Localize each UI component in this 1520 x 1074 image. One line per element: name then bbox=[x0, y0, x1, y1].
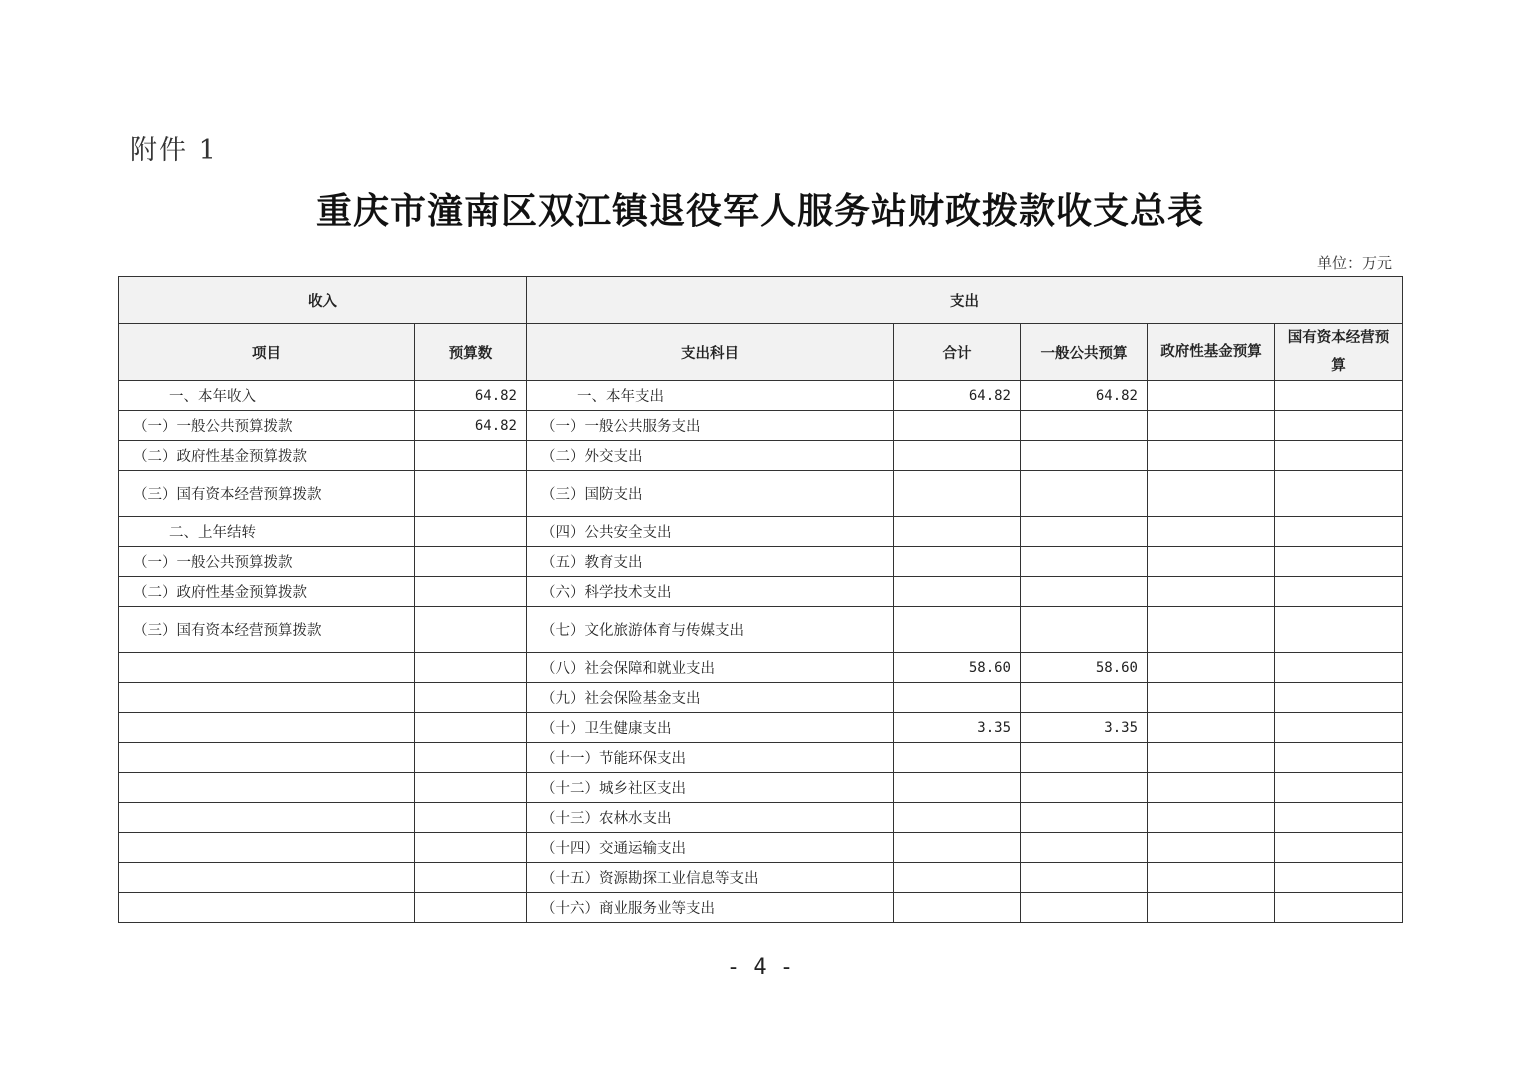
cell-budget bbox=[415, 713, 527, 743]
cell-gov-fund-budget bbox=[1148, 411, 1275, 441]
cell-budget bbox=[415, 653, 527, 683]
cell-state-capital-budget bbox=[1275, 713, 1403, 743]
cell-state-capital-budget bbox=[1275, 893, 1403, 923]
cell-budget bbox=[415, 833, 527, 863]
header-item: 项目 bbox=[119, 324, 415, 381]
cell-general-budget bbox=[1021, 893, 1148, 923]
cell-expense-subject: （十三）农林水支出 bbox=[527, 803, 894, 833]
cell-general-budget bbox=[1021, 743, 1148, 773]
cell-total bbox=[894, 471, 1021, 517]
table-body bbox=[119, 381, 1403, 923]
cell-item bbox=[119, 893, 415, 923]
cell-gov-fund-budget bbox=[1148, 893, 1275, 923]
table-row bbox=[119, 713, 1403, 743]
table-row bbox=[119, 833, 1403, 863]
cell-expense-subject: （十四）交通运输支出 bbox=[527, 833, 894, 863]
cell-state-capital-budget bbox=[1275, 653, 1403, 683]
page-title: 重庆市潼南区双江镇退役军人服务站财政拨款收支总表 bbox=[315, 190, 1204, 232]
table-row bbox=[119, 471, 1403, 517]
cell-gov-fund-budget bbox=[1148, 517, 1275, 547]
cell-expense-subject: （四）公共安全支出 bbox=[527, 517, 894, 547]
cell-expense-subject: （二）外交支出 bbox=[527, 441, 894, 471]
cell-item bbox=[119, 863, 415, 893]
cell-state-capital-budget bbox=[1275, 517, 1403, 547]
cell-budget bbox=[415, 577, 527, 607]
cell-item: （一）一般公共预算拨款 bbox=[119, 411, 415, 441]
table-row bbox=[119, 803, 1403, 833]
cell-state-capital-budget bbox=[1275, 803, 1403, 833]
cell-general-budget bbox=[1021, 683, 1148, 713]
cell-gov-fund-budget bbox=[1148, 683, 1275, 713]
cell-total: 58.60 bbox=[894, 653, 1021, 683]
cell-total bbox=[894, 833, 1021, 863]
cell-item bbox=[119, 743, 415, 773]
header-state-capital-budget: 国有资本经营预算 bbox=[1275, 324, 1403, 381]
cell-item: （二）政府性基金预算拨款 bbox=[119, 577, 415, 607]
cell-gov-fund-budget bbox=[1148, 653, 1275, 683]
cell-total bbox=[894, 517, 1021, 547]
income-group-header: 收入 bbox=[119, 277, 527, 324]
cell-total bbox=[894, 577, 1021, 607]
expense-group-header: 支出 bbox=[527, 277, 1403, 324]
cell-expense-subject: （五）教育支出 bbox=[527, 547, 894, 577]
cell-expense-subject: （十二）城乡社区支出 bbox=[527, 773, 894, 803]
cell-expense-subject: （七）文化旅游体育与传媒支出 bbox=[527, 607, 894, 653]
cell-item: 一、本年收入 bbox=[119, 381, 415, 411]
cell-item: （三）国有资本经营预算拨款 bbox=[119, 607, 415, 653]
cell-state-capital-budget bbox=[1275, 743, 1403, 773]
cell-budget bbox=[415, 547, 527, 577]
cell-total bbox=[894, 547, 1021, 577]
cell-expense-subject: （十）卫生健康支出 bbox=[527, 713, 894, 743]
cell-general-budget bbox=[1021, 411, 1148, 441]
cell-state-capital-budget bbox=[1275, 411, 1403, 441]
cell-item: （二）政府性基金预算拨款 bbox=[119, 441, 415, 471]
cell-total bbox=[894, 607, 1021, 653]
cell-general-budget bbox=[1021, 517, 1148, 547]
cell-state-capital-budget bbox=[1275, 547, 1403, 577]
cell-gov-fund-budget bbox=[1148, 713, 1275, 743]
cell-gov-fund-budget bbox=[1148, 743, 1275, 773]
cell-state-capital-budget bbox=[1275, 863, 1403, 893]
cell-item: 二、上年结转 bbox=[119, 517, 415, 547]
cell-budget: 64.82 bbox=[415, 411, 527, 441]
cell-general-budget bbox=[1021, 547, 1148, 577]
cell-gov-fund-budget bbox=[1148, 863, 1275, 893]
cell-gov-fund-budget bbox=[1148, 577, 1275, 607]
cell-gov-fund-budget bbox=[1148, 773, 1275, 803]
cell-gov-fund-budget bbox=[1148, 607, 1275, 653]
cell-general-budget bbox=[1021, 803, 1148, 833]
cell-item bbox=[119, 653, 415, 683]
cell-state-capital-budget bbox=[1275, 683, 1403, 713]
group-header-row bbox=[119, 277, 1403, 324]
cell-item: （一）一般公共预算拨款 bbox=[119, 547, 415, 577]
cell-state-capital-budget bbox=[1275, 441, 1403, 471]
page-number: - 4 - bbox=[726, 955, 794, 980]
cell-general-budget bbox=[1021, 863, 1148, 893]
cell-expense-subject: （六）科学技术支出 bbox=[527, 577, 894, 607]
table-row bbox=[119, 607, 1403, 653]
cell-general-budget: 64.82 bbox=[1021, 381, 1148, 411]
header-budget: 预算数 bbox=[415, 324, 527, 381]
cell-total bbox=[894, 893, 1021, 923]
cell-expense-subject: （一）一般公共服务支出 bbox=[527, 411, 894, 441]
cell-total bbox=[894, 863, 1021, 893]
header-gov-fund-budget: 政府性基金预算 bbox=[1148, 324, 1275, 381]
cell-expense-subject: （八）社会保障和就业支出 bbox=[527, 653, 894, 683]
cell-item: （三）国有资本经营预算拨款 bbox=[119, 471, 415, 517]
attachment-label: 附件 1 bbox=[130, 135, 218, 166]
table-row bbox=[119, 683, 1403, 713]
table-row bbox=[119, 547, 1403, 577]
cell-general-budget bbox=[1021, 833, 1148, 863]
cell-general-budget bbox=[1021, 471, 1148, 517]
table-row bbox=[119, 517, 1403, 547]
cell-gov-fund-budget bbox=[1148, 547, 1275, 577]
cell-total: 3.35 bbox=[894, 713, 1021, 743]
cell-state-capital-budget bbox=[1275, 471, 1403, 517]
budget-table bbox=[118, 276, 1403, 923]
cell-gov-fund-budget bbox=[1148, 803, 1275, 833]
table-row bbox=[119, 411, 1403, 441]
cell-budget bbox=[415, 607, 527, 653]
cell-budget bbox=[415, 773, 527, 803]
cell-item bbox=[119, 803, 415, 833]
unit-label: 单位：万元 bbox=[1316, 254, 1392, 272]
cell-budget bbox=[415, 893, 527, 923]
cell-general-budget bbox=[1021, 441, 1148, 471]
cell-total bbox=[894, 803, 1021, 833]
cell-general-budget: 3.35 bbox=[1021, 713, 1148, 743]
cell-gov-fund-budget bbox=[1148, 833, 1275, 863]
cell-general-budget bbox=[1021, 577, 1148, 607]
cell-general-budget bbox=[1021, 607, 1148, 653]
cell-state-capital-budget bbox=[1275, 607, 1403, 653]
cell-gov-fund-budget bbox=[1148, 471, 1275, 517]
cell-state-capital-budget bbox=[1275, 381, 1403, 411]
cell-total bbox=[894, 683, 1021, 713]
cell-expense-subject: （九）社会保险基金支出 bbox=[527, 683, 894, 713]
cell-budget bbox=[415, 743, 527, 773]
cell-budget bbox=[415, 803, 527, 833]
table-row bbox=[119, 773, 1403, 803]
cell-expense-subject: 一、本年支出 bbox=[527, 381, 894, 411]
cell-budget bbox=[415, 517, 527, 547]
cell-budget: 64.82 bbox=[415, 381, 527, 411]
header-expense-subject: 支出科目 bbox=[527, 324, 894, 381]
cell-item bbox=[119, 833, 415, 863]
cell-general-budget: 58.60 bbox=[1021, 653, 1148, 683]
cell-total bbox=[894, 441, 1021, 471]
header-total: 合计 bbox=[894, 324, 1021, 381]
table-row bbox=[119, 743, 1403, 773]
cell-item bbox=[119, 713, 415, 743]
cell-total bbox=[894, 743, 1021, 773]
table-row bbox=[119, 863, 1403, 893]
table-row bbox=[119, 441, 1403, 471]
table-row bbox=[119, 653, 1403, 683]
cell-expense-subject: （十六）商业服务业等支出 bbox=[527, 893, 894, 923]
cell-state-capital-budget bbox=[1275, 833, 1403, 863]
table-row bbox=[119, 577, 1403, 607]
cell-gov-fund-budget bbox=[1148, 441, 1275, 471]
cell-expense-subject: （十一）节能环保支出 bbox=[527, 743, 894, 773]
cell-general-budget bbox=[1021, 773, 1148, 803]
header-general-budget: 一般公共预算 bbox=[1021, 324, 1148, 381]
cell-budget bbox=[415, 441, 527, 471]
cell-item bbox=[119, 773, 415, 803]
cell-budget bbox=[415, 471, 527, 517]
cell-expense-subject: （十五）资源勘探工业信息等支出 bbox=[527, 863, 894, 893]
cell-state-capital-budget bbox=[1275, 577, 1403, 607]
cell-gov-fund-budget bbox=[1148, 381, 1275, 411]
table-row bbox=[119, 893, 1403, 923]
column-header-row bbox=[119, 324, 1403, 381]
cell-budget bbox=[415, 683, 527, 713]
cell-item bbox=[119, 683, 415, 713]
table-row bbox=[119, 381, 1403, 411]
cell-budget bbox=[415, 863, 527, 893]
cell-total bbox=[894, 411, 1021, 441]
cell-total bbox=[894, 773, 1021, 803]
cell-expense-subject: （三）国防支出 bbox=[527, 471, 894, 517]
cell-state-capital-budget bbox=[1275, 773, 1403, 803]
cell-total: 64.82 bbox=[894, 381, 1021, 411]
